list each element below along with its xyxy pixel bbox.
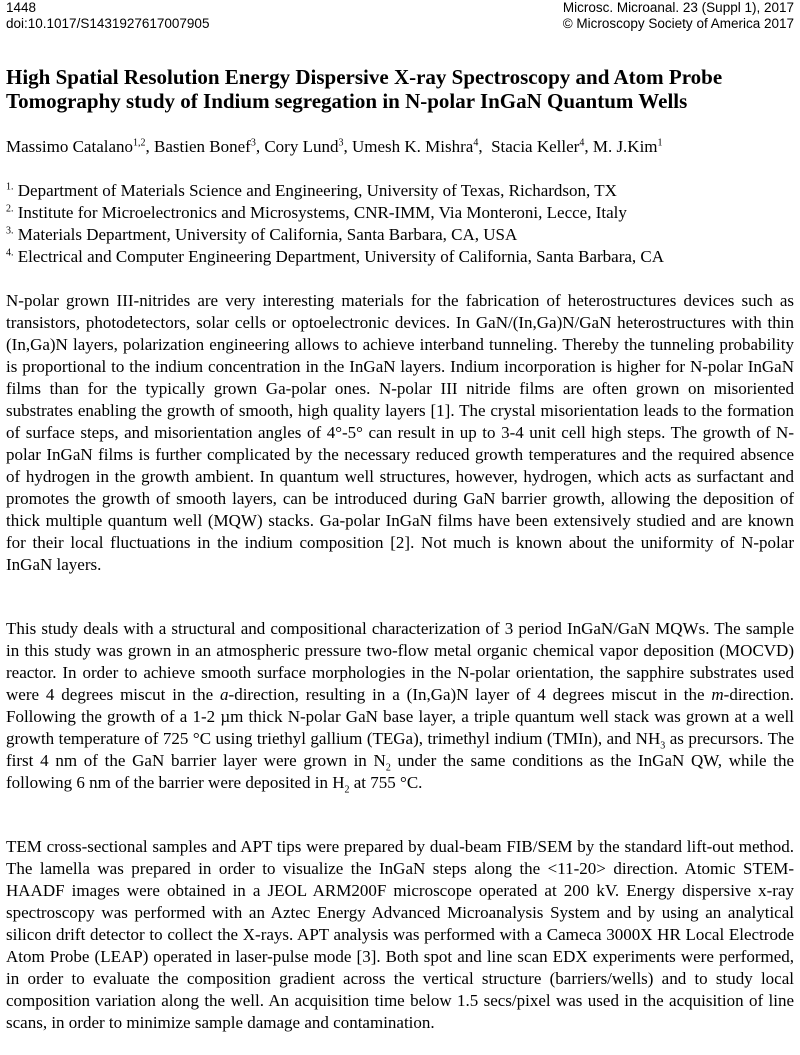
journal-citation: Microsc. Microanal. 23 (Suppl 1), 2017 (562, 0, 794, 15)
author-name: Massimo Catalano (6, 137, 134, 156)
paragraph-methods (6, 836, 794, 1034)
text-run: -direction. Following the growth of a 1-2 µm thick N-polar GaN base layer, a triple quantum well stack was grown at a well growth temperature of 725 °C using triethyl gallium (TEGa), trimethyl indium (TMIn), and NH (6, 685, 795, 748)
author (491, 137, 593, 156)
header-row-bottom (6, 16, 794, 32)
author (264, 137, 352, 156)
author-name: Stacia Keller (491, 137, 580, 156)
author-separator: , (145, 137, 155, 156)
author (154, 137, 264, 156)
subscript: 2 (385, 762, 391, 774)
author-affiliation-marker: 1,2 (133, 137, 146, 149)
author-separator: , (584, 137, 593, 156)
author-separator: , (478, 137, 492, 156)
paragraph-text (6, 618, 794, 794)
header-row-top (6, 0, 794, 16)
paragraph-text: TEM cross-sectional samples and APT tips were prepared by dual-beam FIB/SEM by the standard lift-out method. The lamella was prepared in order to visualize the InGaN steps along the <11-20> direction. Atomic STEM-HAADF images were obtained in a JEOL ARM200F microscope operated at 200 kV. Energy dispersive x-ray spectroscopy was performed with an Aztec Energy Advanced Microanalysis System and by using an analytical silicon drift detector to collect the X-rays. APT analysis was performed with a Cameca 3000X HR Local Electrode Atom Probe (LEAP) operated in laser-pulse mode [3]. Both spot and line scan EDX experiments were performed, in order to evaluate the composition gradient across the vertical structure (barriers/wells) and to study local composition variation along the well. An acquisition time below 1.5 secs/pixel was used in the acquisition of line scans, in order to minimize sample damage and contamination. (6, 837, 794, 1032)
author-name: Bastien Bonef (154, 137, 251, 156)
affiliation (6, 180, 664, 202)
page-number: 1448 (6, 0, 37, 15)
affiliation-text: Electrical and Computer Engineering Department, University of California, Santa Barbara, CA (13, 247, 665, 266)
subscript: 3 (660, 740, 666, 752)
affiliation-text: Department of Materials Science and Engineering, University of Texas, Richardson, TX (13, 181, 617, 200)
text-run: as precursors. The first 4 nm of the GaN barrier layer were grown in N (6, 729, 794, 770)
affiliation-number: 1. (6, 181, 14, 193)
author-affiliation-marker: 1 (657, 137, 663, 149)
italic-direction: m (711, 685, 724, 704)
text-run: under the same conditions as the InGaN QW, while the following 6 nm of the barrier were deposited in H (6, 751, 794, 792)
author-affiliation-marker: 3 (338, 137, 344, 149)
paragraph-sample-growth (6, 618, 794, 794)
author-affiliation-marker: 4 (473, 137, 479, 149)
page-header (6, 0, 794, 31)
affiliation-number: 4. (6, 247, 14, 259)
affiliation-number: 2. (6, 203, 14, 215)
author-affiliation-marker: 4 (579, 137, 585, 149)
copyright: © Microscopy Society of America 2017 (562, 15, 794, 31)
author (6, 137, 154, 156)
affiliation-text: Materials Department, University of California, Santa Barbara, CA, USA (13, 225, 518, 244)
text-run: This study deals with a structural and compositional characterization of 3 period InGaN/GaN MQWs. The sample in this study was grown in an atmospheric pressure two-flow metal organic chemical vapor deposition (MOCVD) reactor. In order to achieve smooth surface morphologies in the N-polar orientation, the sapphire substrates used were 4 degrees miscut in the (6, 619, 794, 704)
author-separator: , (255, 137, 265, 156)
text-run: -direction, resulting in a (In,Ga)N layer of 4 degrees miscut in the (228, 685, 712, 704)
author (593, 137, 663, 156)
text-run: at 755 °C. (349, 773, 423, 792)
author-name: M. J.Kim (592, 137, 658, 156)
subscript: 2 (344, 784, 350, 796)
author-list (6, 137, 663, 157)
affiliation (6, 224, 664, 246)
affiliation-number: 3. (6, 225, 14, 237)
affiliation (6, 246, 664, 268)
author-name: Cory Lund (264, 137, 339, 156)
paper-title: High Spatial Resolution Energy Dispersive X-ray Spectroscopy and Atom Probe Tomography study of Indium segregation in N-polar InGaN Quantum Wells (6, 65, 723, 113)
author-affiliation-marker: 3 (250, 137, 256, 149)
affiliation (6, 202, 664, 224)
author (352, 137, 491, 156)
paragraph-introduction (6, 290, 794, 576)
author-separator: , (343, 137, 352, 156)
doi: doi:10.1017/S1431927617007905 (6, 15, 210, 31)
affiliation-list (6, 180, 664, 268)
italic-direction: a (220, 685, 229, 704)
author-name: Umesh K. Mishra (351, 137, 474, 156)
affiliation-text: Institute for Microelectronics and Microsystems, CNR-IMM, Via Monteroni, Lecce, Italy (13, 203, 627, 222)
paragraph-text: N-polar grown III-nitrides are very interesting materials for the fabrication of heterostructures devices such as transistors, photodetectors, solar cells or optoelectronic devices. In GaN/(In,Ga)N/GaN heterostructures with thin (In,Ga)N layers, polarization engineering allows to achieve interband tunneling. Thereby the tunneling probability is proportional to the indium concentration in the InGaN layers. Indium incorporation is higher for N-polar InGaN films than for the typically grown Ga-polar ones. N-polar III nitride films are often grown on misoriented substrates enabling the growth of smooth, high quality layers [1]. The crystal misorientation leads to the formation of surface steps, and misorientation angles of 4°-5° can result in up to 3-4 unit cell high steps. The growth of N-polar InGaN films is further complicated by the necessary reduced growth temperatures and the required absence of hydrogen in the growth ambient. In quantum well structures, however, hydrogen, which acts as surfactant and promotes the growth of smooth layers, can be introduced during GaN barrier growth, allowing the deposition of thick multiple quantum well (MQW) stacks. Ga-polar InGaN films have been extensively studied and are known for their local fluctuations in the indium composition [2]. Not much is known about the uniformity of N-polar InGaN layers. (6, 291, 794, 574)
